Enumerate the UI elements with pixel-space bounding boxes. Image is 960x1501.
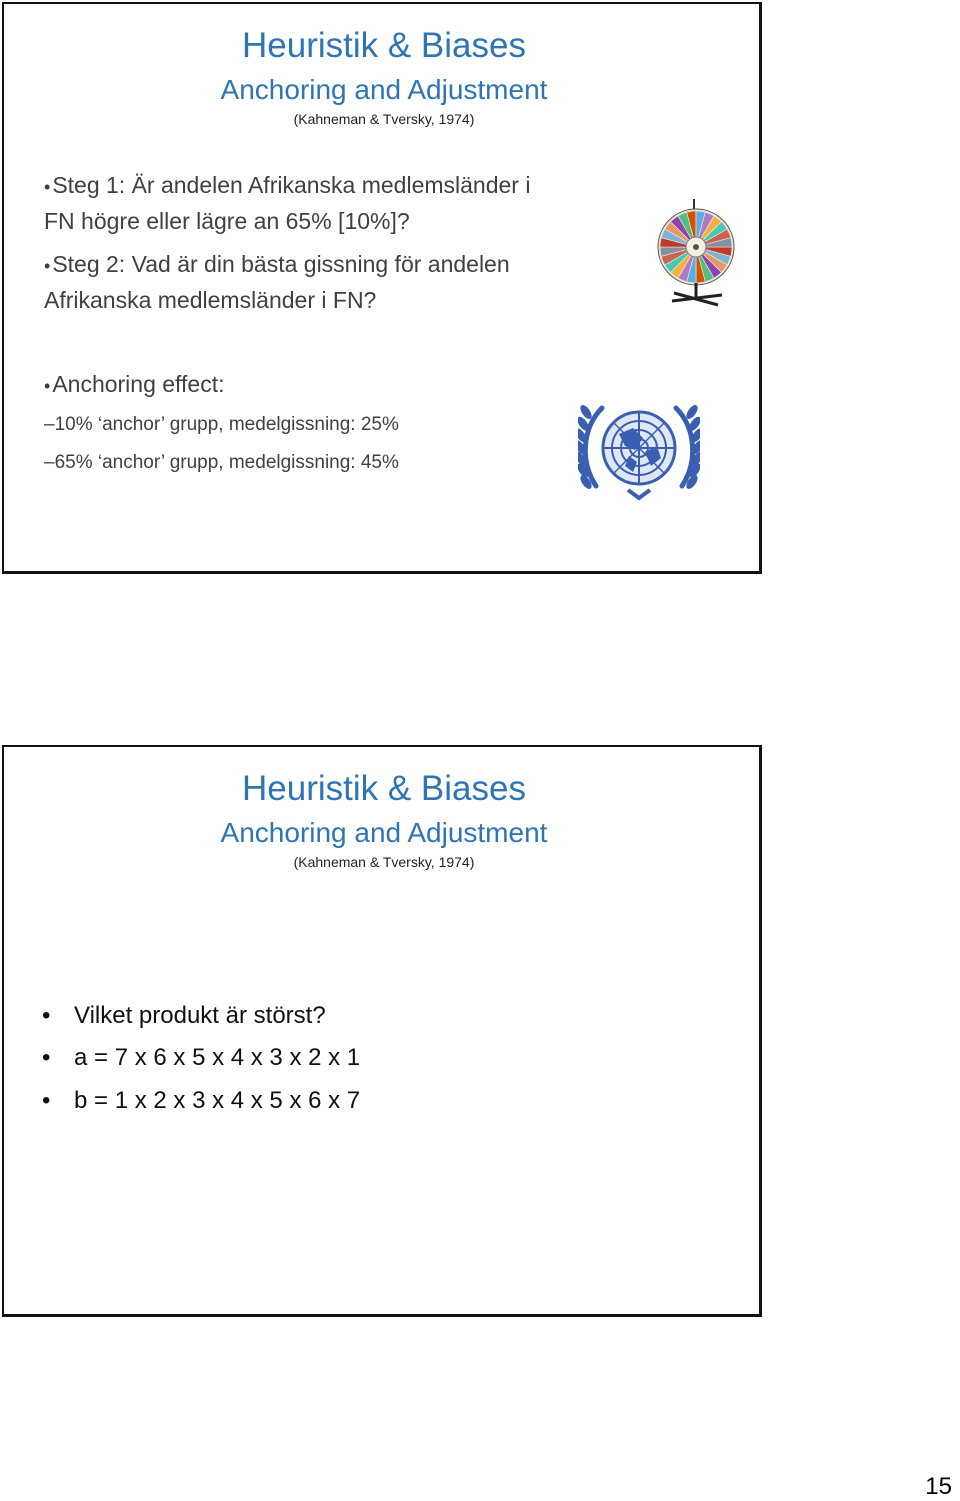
dash-icon: – bbox=[44, 414, 55, 435]
slide-2 bbox=[2, 745, 762, 1317]
slide-1 bbox=[2, 2, 762, 574]
step-1-line-1: •Steg 1: Är andelen Afrikanska medlemsländer i bbox=[44, 172, 531, 198]
citation: (Kahneman & Tversky, 1974) bbox=[293, 111, 475, 127]
bullet-icon: • bbox=[42, 1087, 51, 1114]
bullet-icon: • bbox=[44, 376, 51, 396]
bullet-icon: • bbox=[42, 1044, 51, 1071]
bullet-icon: • bbox=[44, 177, 51, 197]
slide-subtitle: Anchoring and Adjustment bbox=[220, 74, 548, 105]
slide-title: Heuristik & Biases bbox=[242, 769, 526, 808]
step-1-line-2: FN högre eller lägre an 65% [10%]? bbox=[44, 208, 410, 234]
anchoring-effect-heading: •Anchoring effect: bbox=[44, 371, 225, 397]
slide-title: Heuristik & Biases bbox=[242, 26, 526, 65]
bullet-icon: • bbox=[42, 1002, 51, 1029]
page-number: 15 bbox=[925, 1473, 952, 1500]
dash-icon: – bbox=[44, 452, 55, 473]
effect-item: –10% ‘anchor’ grupp, medelgissning: 25% bbox=[44, 414, 399, 435]
list-item: • Vilket produkt är störst? bbox=[42, 1002, 326, 1029]
step-2-line-2: Afrikanska medlemsländer i FN? bbox=[44, 287, 377, 313]
effect-item: –65% ‘anchor’ grupp, medelgissning: 45% bbox=[44, 452, 399, 473]
slide-subtitle: Anchoring and Adjustment bbox=[220, 817, 548, 848]
un-emblem-logo bbox=[578, 400, 700, 502]
wheel-of-fortune-image bbox=[656, 197, 746, 309]
citation: (Kahneman & Tversky, 1974) bbox=[293, 854, 475, 870]
list-item: • a = 7 x 6 x 5 x 4 x 3 x 2 x 1 bbox=[42, 1044, 361, 1071]
step-2-line-1: •Steg 2: Vad är din bästa gissning för andelen bbox=[44, 251, 510, 277]
list-item: • b = 1 x 2 x 3 x 4 x 5 x 6 x 7 bbox=[42, 1087, 361, 1114]
bullet-icon: • bbox=[44, 256, 51, 276]
